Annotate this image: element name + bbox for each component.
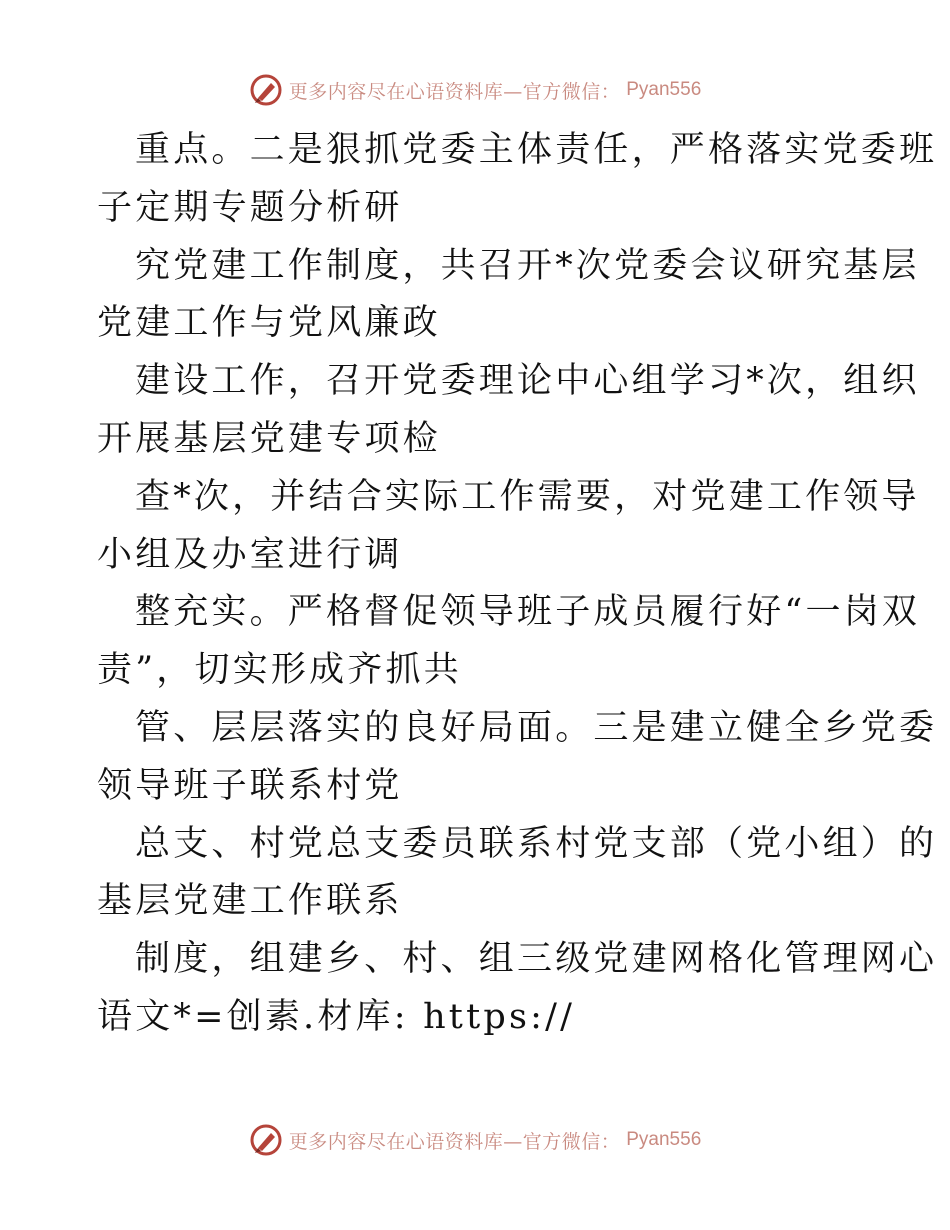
pen-logo-icon <box>249 1123 283 1157</box>
body-line: 责”，切实形成齐抓共 <box>97 650 462 691</box>
body-line: 查*次，并结合实际工作需要，对党建工作领导 <box>135 476 920 517</box>
body-line: 小组及办室进行调 <box>97 534 403 575</box>
watermark-text: 更多内容尽在心语资料库—官方微信： <box>288 1130 621 1153</box>
body-line: 领导班子联系村党 <box>97 765 403 806</box>
watermark-wechat-id: Pyan556 <box>626 1129 702 1150</box>
body-line: 管、层层落实的良好局面。三是建立健全乡党委 <box>135 707 938 748</box>
body-line: 语文*=创素.材库: https:// <box>97 996 576 1037</box>
body-line: 整充实。严格督促领导班子成员履行好“一岗双 <box>135 592 921 633</box>
header-watermark <box>0 70 950 110</box>
footer-watermark <box>0 1120 950 1160</box>
body-line: 开展基层党建专项检 <box>97 418 441 459</box>
pen-logo-icon <box>249 73 283 107</box>
body-line: 总支、村党总支委员联系村党支部（党小组）的 <box>135 823 938 864</box>
body-line: 究党建工作制度，共召开*次党委会议研究基层 <box>135 245 920 286</box>
body-line: 党建工作与党风廉政 <box>97 303 441 344</box>
watermark-text: 更多内容尽在心语资料库—官方微信： <box>288 80 621 103</box>
document-body <box>97 122 938 1047</box>
body-line: 基层党建工作联系 <box>97 881 403 922</box>
body-line: 子定期专题分析研 <box>97 187 403 228</box>
body-line: 建设工作，召开党委理论中心组学习*次，组织 <box>135 361 920 402</box>
watermark-wechat-id: Pyan556 <box>626 79 702 100</box>
body-line: 重点。二是狠抓党委主体责任，严格落实党委班 <box>135 130 938 170</box>
body-line: 制度，组建乡、村、组三级党建网格化管理网心 <box>135 939 938 980</box>
